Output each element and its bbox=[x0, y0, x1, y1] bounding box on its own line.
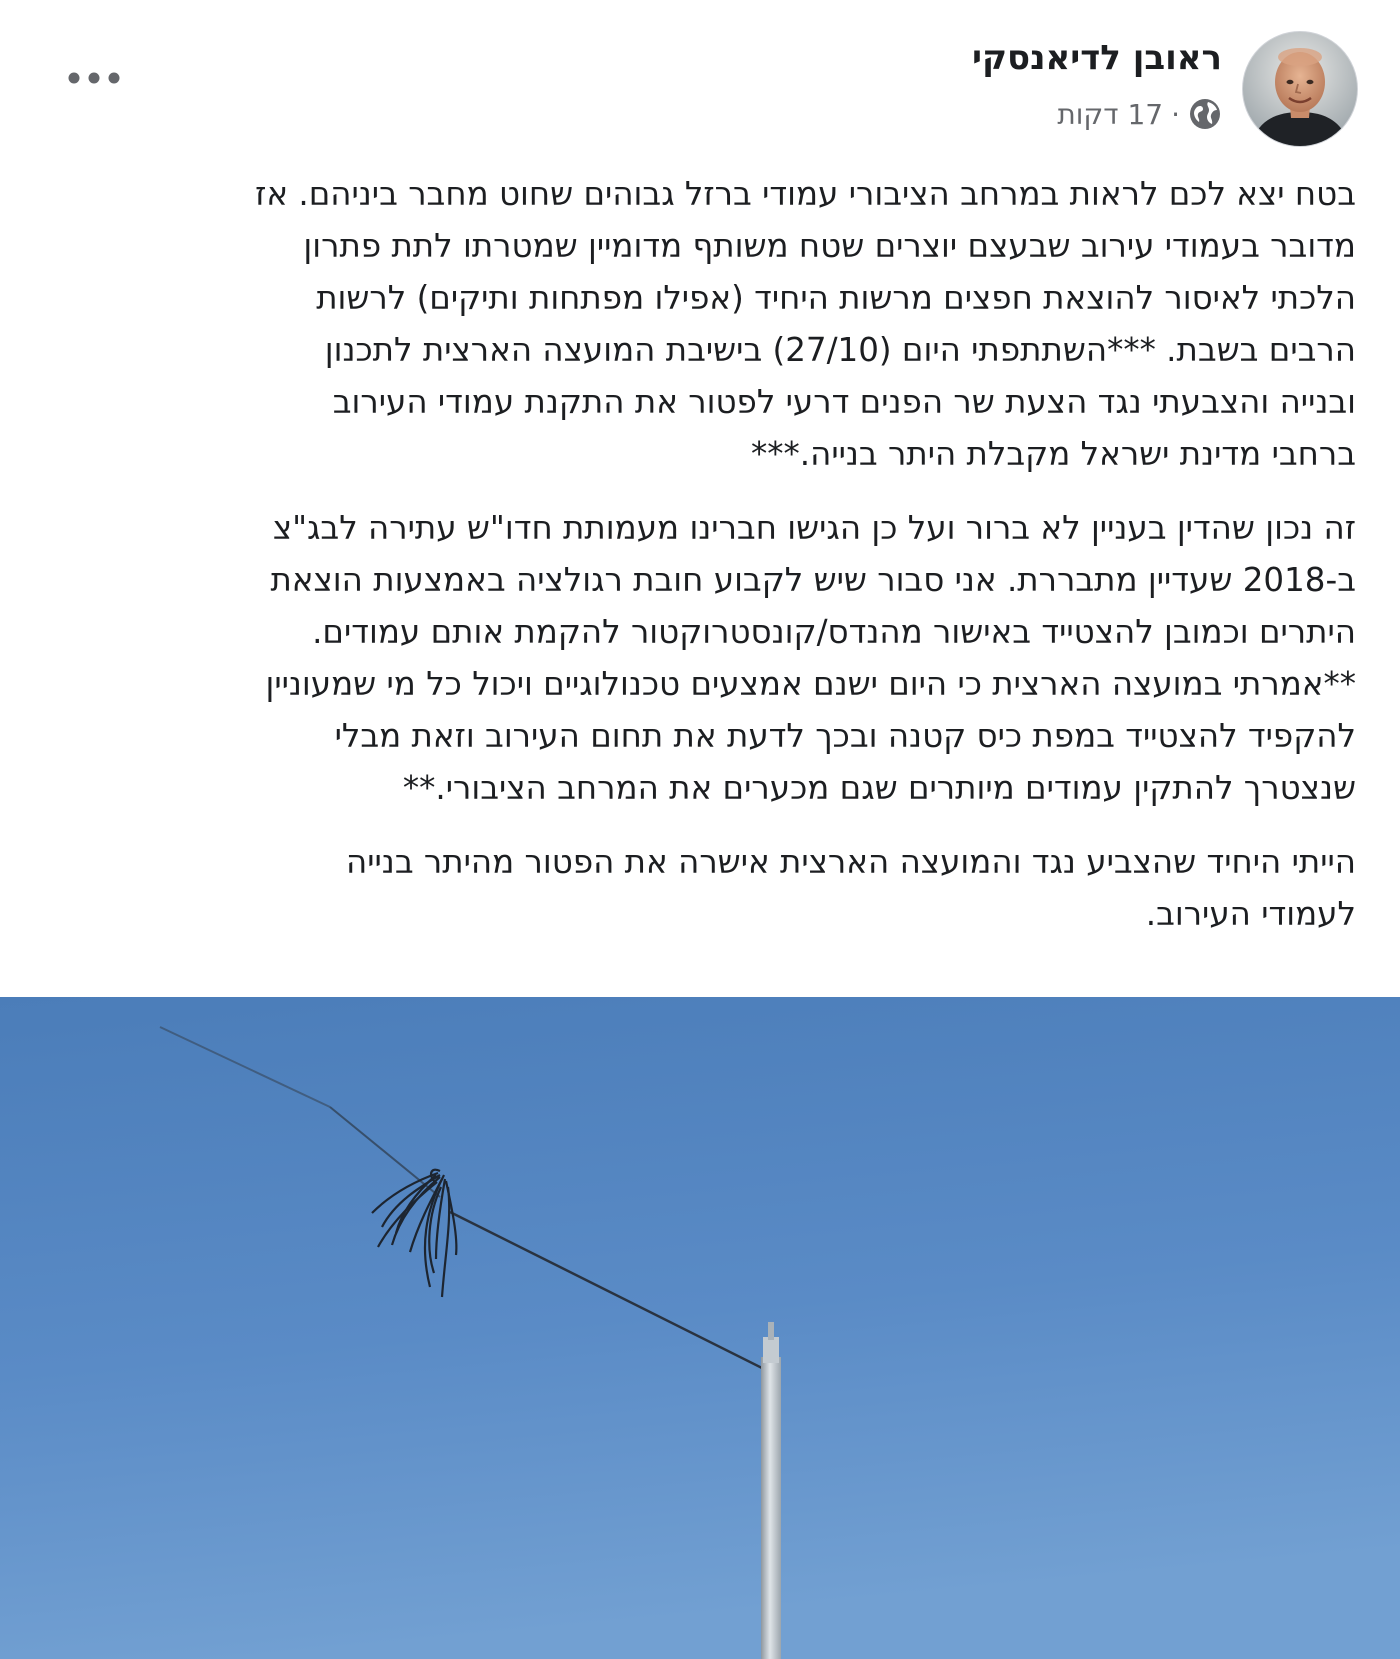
post-timestamp[interactable]: 17 דקות bbox=[1057, 97, 1164, 131]
post-header bbox=[0, 0, 1400, 150]
post-paragraph-1: בטח יצא לכם לראות במרחב הציבורי עמודי ברזל גבוהים שחוט מחבר ביניהם. אז מדובר בעמודי עירוב שבעצם יוצרים שטח משותף מדומיין שמטרתו לתת פתרון הלכתי לאיסור להוצאת חפצים מרשות היחיד (אפילו מפתחות ותיקים) לרשות הרבים בשבת. ***השתתפתי היום (27/10) בישיבת המועצה הארצית לתכנון ובנייה והצבעתי נגד הצעת שר הפנים דרעי לפטור את התקנת עמודי העירוב ברחבי מדינת ישראל מקבלת היתר בנייה.*** bbox=[255, 175, 1356, 473]
post-paragraph-3: הייתי היחיד שהצביע נגד והמועצה הארצית אישרה את הפטור מהיתר בנייה לעמודי העירוב. bbox=[346, 843, 1356, 933]
author-name[interactable]: ראובן לדיאנסקי bbox=[971, 38, 1222, 78]
more-options-icon bbox=[68, 72, 120, 84]
post-meta bbox=[1057, 92, 1222, 136]
meta-separator: · bbox=[1171, 97, 1180, 131]
author-avatar[interactable] bbox=[1242, 31, 1358, 147]
profile-photo-icon bbox=[1243, 32, 1357, 146]
post-photo[interactable] bbox=[0, 997, 1400, 1659]
post-paragraph-2: זה נכון שהדין בעניין לא ברור ועל כן הגישו חברינו מעמותת חדו"ש עתירה לבג"צ ב-2018 שעדיין מתבררת. אני סבור שיש לקבוע חובת רגולציה באמצעות הוצאת היתרים וכמובן להצטייד באישור מהנדס/קונסטרוקטור להקמת אותם עמודים. **אמרתי במועצה הארצית כי היום ישנם אמצעים טכנולוגיים ויכול כל מי שמעוניין להקפיד להצטייד במפת כיס קטנה ובכך לדעת את תחום העירוב וזאת מבלי שנצטרך להתקין עמודים מיותרים שגם מכערים את המרחב הציבורי.** bbox=[265, 509, 1356, 807]
post-body bbox=[56, 168, 1356, 962]
globe-icon[interactable] bbox=[1188, 97, 1222, 131]
eruv-pole-photo-icon bbox=[0, 997, 1400, 1659]
more-options-button[interactable] bbox=[58, 56, 130, 100]
